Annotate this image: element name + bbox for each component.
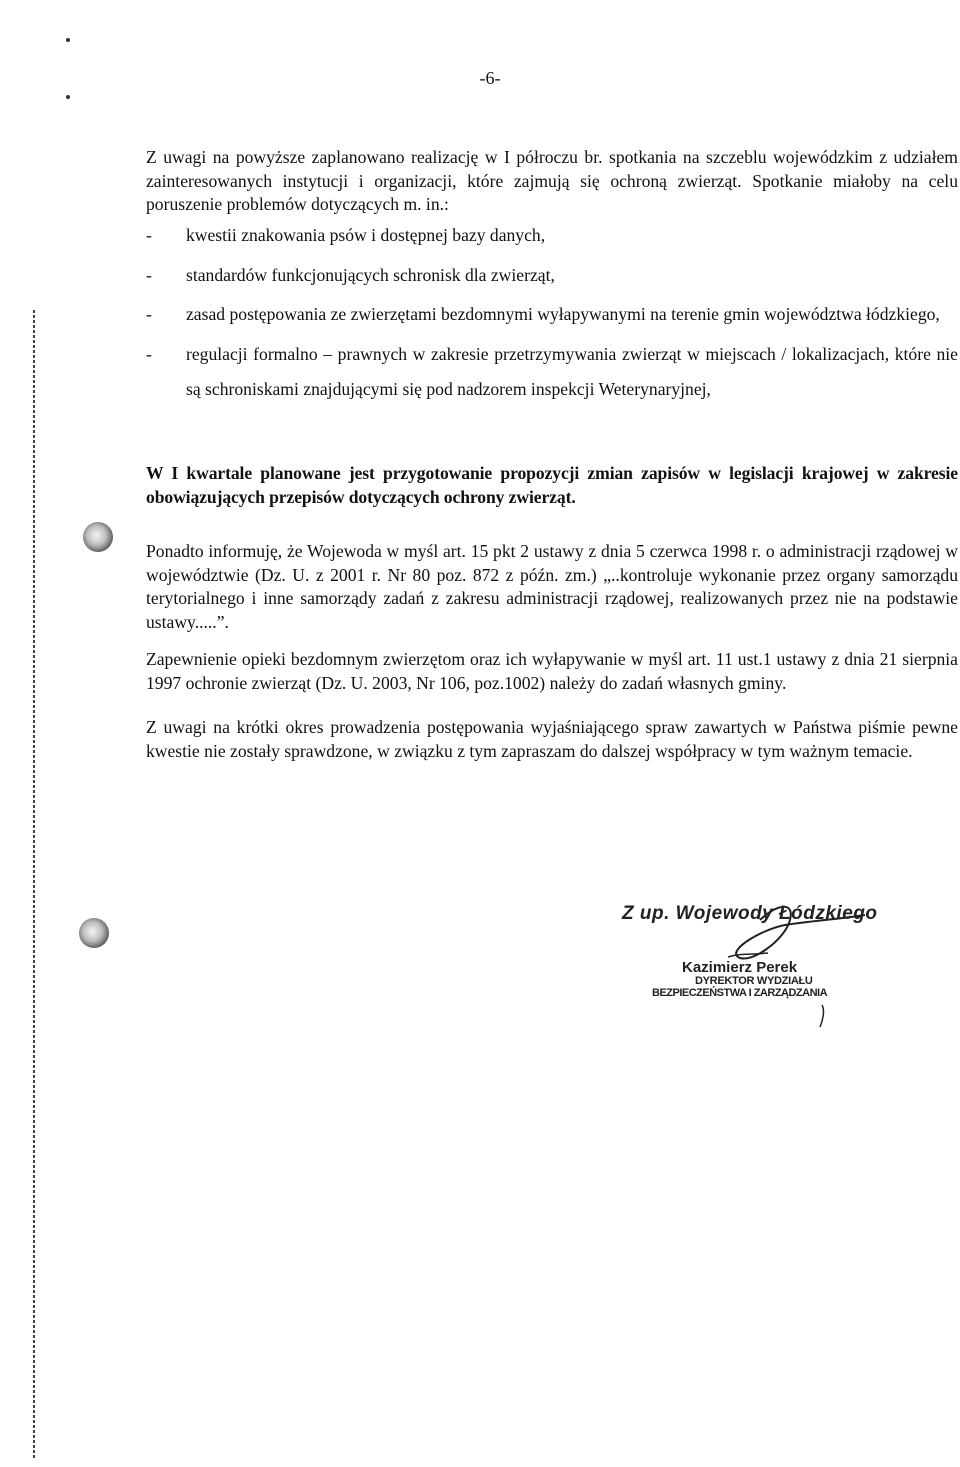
page-number: -6-	[479, 68, 501, 88]
stamp-title-line: DYREKTOR WYDZIAŁU	[695, 975, 813, 987]
body-text: Ponadto informuję, że Wojewoda w myśl art. 15 pkt 2 ustawy z dnia 5 czerwca 1998 r. o administracji rządowej w województwie (Dz. U. z 2001 r. Nr 80 poz. 872 z późn. zm.) „..kontroluje wykonanie przez organy samorządu terytorialnego i inne samorządy zadań z zakresu administracji rządowej, realizowanych przez nie na podstawie ustawy.....”.	[146, 541, 958, 632]
signature-stamp	[610, 895, 910, 1045]
scan-speck	[66, 95, 70, 99]
list-dash: -	[146, 264, 152, 285]
list-item-text: zasad postępowania ze zwierzętami bezdomnymi wyłapywanymi na terenie gmin województwa łódzkiego,	[186, 304, 940, 324]
quarter-note	[146, 462, 958, 509]
list-dash: -	[146, 225, 152, 245]
body-paragraph	[146, 648, 958, 695]
list-item	[146, 297, 958, 333]
scan-speck	[66, 38, 70, 42]
punch-hole-icon	[79, 918, 109, 948]
body-text: Z uwagi na krótki okres prowadzenia postępowania wyjaśniającego spraw zawartych w Państwa piśmie pewne kwestie nie zostały sprawdzone, w związku z tym zapraszam do dalszej współpracy w tym ważnym temacie.	[146, 717, 958, 761]
stamp-on-behalf: Z up. Wojewody Łódzkiego	[622, 903, 878, 924]
list-item-text: kwestii znakowania psów i dostępnej bazy danych,	[186, 225, 546, 245]
list-item	[146, 337, 958, 408]
list-item-text: standardów funkcjonujących schronisk dla zwierząt,	[186, 264, 555, 285]
topics-list	[146, 218, 958, 408]
stamp-title-line: BEZPIECZEŃSTWA I ZARZĄDZANIA	[652, 987, 828, 999]
body-paragraph	[146, 716, 958, 763]
body-paragraph	[146, 540, 958, 634]
quarter-note-text: W I kwartale planowane jest przygotowanie propozycji zmian zapisów w legislacji krajowej w zakresie obowiązujących przepisów dotyczących ochrony zwierząt.	[146, 463, 958, 507]
list-item	[146, 258, 958, 294]
list-dash: -	[146, 343, 152, 364]
list-dash: -	[146, 304, 152, 324]
scan-margin-line	[33, 310, 35, 1460]
list-item	[146, 218, 958, 254]
body-text: Zapewnienie opieki bezdomnym zwierzętom oraz ich wyłapywanie w myśl art. 11 ust.1 ustawy z dnia 21 sierpnia 1997 ochronie zwierząt (Dz. U. 2003, Nr 106, poz.1002) należy do zadań własnych gminy.	[146, 649, 958, 693]
list-item-text: regulacji formalno – prawnych w zakresie przetrzymywania zwierząt w miejscach / lokalizacjach, które nie są schroniskami znajdującymi się pod nadzorem inspekcji Weterynaryjnej,	[186, 343, 958, 399]
punch-hole-icon	[83, 522, 113, 552]
stamp-name: Kazimierz Perek	[682, 959, 798, 976]
intro-paragraph	[146, 146, 958, 217]
intro-text: Z uwagi na powyższe zaplanowano realizację w I półroczu br. spotkania na szczeblu wojewódzkim z udziałem zainteresowanych instytucji i organizacji, które zajmują się ochroną zwierząt. Spotkanie miałoby na celu poruszenie problemów dotyczących m. in.:	[146, 147, 958, 214]
